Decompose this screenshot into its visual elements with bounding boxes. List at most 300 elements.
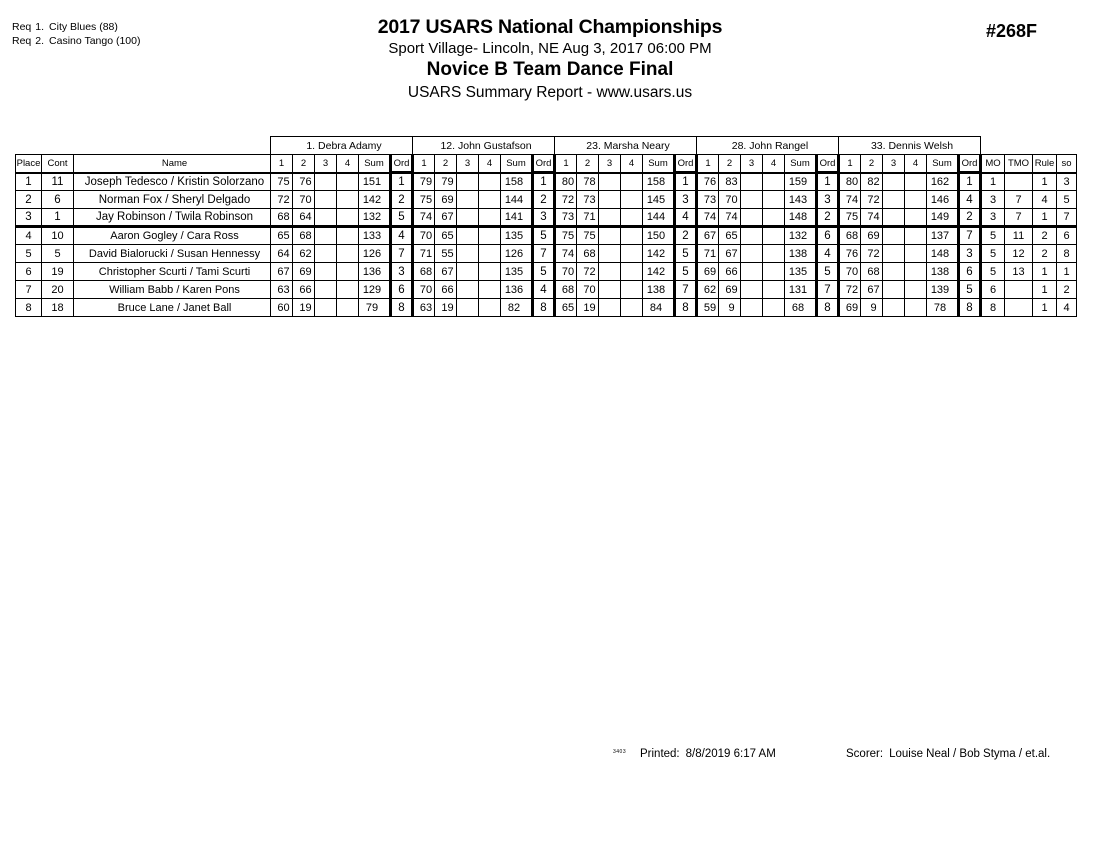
row-judge5-sum: 162 <box>927 173 959 191</box>
row-judge3-sum: 144 <box>643 209 675 227</box>
row-judge4-score3 <box>741 209 763 227</box>
row-judge4-score2: 9 <box>719 299 741 317</box>
row-judge3-ord: 7 <box>675 281 697 299</box>
judge-header-3: 23. Marsha Neary <box>555 137 697 155</box>
row-judge1-score1: 63 <box>271 281 293 299</box>
row-sum-of-ordinals: 5 <box>1057 191 1077 209</box>
row-judge3-ord: 1 <box>675 173 697 191</box>
column-header-judge3-score1: 1 <box>555 155 577 173</box>
row-judge3-score1: 70 <box>555 263 577 281</box>
row-judge5-score4 <box>905 209 927 227</box>
row-judge2-ord: 2 <box>533 191 555 209</box>
row-judge5-score4 <box>905 191 927 209</box>
row-judge3-score3 <box>599 173 621 191</box>
row-judge1-sum: 129 <box>359 281 391 299</box>
row-majority-ordinal: 1 <box>981 173 1005 191</box>
row-judge4-sum: 135 <box>785 263 817 281</box>
row-judge3-score2: 70 <box>577 281 599 299</box>
judge-header-5: 33. Dennis Welsh <box>839 137 981 155</box>
row-judge4-sum: 68 <box>785 299 817 317</box>
row-judge1-ord: 4 <box>391 227 413 245</box>
row-total-majority-ordinal: 12 <box>1005 245 1033 263</box>
event-number: #268F <box>985 21 1037 41</box>
column-header-judge1-ord: Ord <box>391 155 413 173</box>
row-judge3-score1: 75 <box>555 227 577 245</box>
row-judge5-score4 <box>905 281 927 299</box>
row-total-majority-ordinal: 7 <box>1005 209 1033 227</box>
row-judge2-ord: 1 <box>533 173 555 191</box>
row-team-name: Aaron Gogley / Cara Ross <box>74 227 271 245</box>
row-judge4-score3 <box>741 191 763 209</box>
column-header-judge2-sum: Sum <box>501 155 533 173</box>
row-judge4-score4 <box>763 209 785 227</box>
row-judge1-score3 <box>315 245 337 263</box>
championship-title: 2017 USARS National Championships <box>377 16 723 38</box>
row-judge3-ord: 5 <box>675 263 697 281</box>
printed-label: Printed: <box>640 748 680 760</box>
row-judge2-ord: 5 <box>533 263 555 281</box>
row-contestant-number: 18 <box>42 299 74 317</box>
requirement-name: Casino Tango (100) <box>49 34 141 47</box>
row-judge4-score3 <box>741 173 763 191</box>
column-header-judge3-sum: Sum <box>643 155 675 173</box>
row-judge4-score2: 66 <box>719 263 741 281</box>
row-judge5-sum: 149 <box>927 209 959 227</box>
requirement-name: City Blues (88) <box>49 21 118 33</box>
row-judge5-ord: 6 <box>959 263 981 281</box>
row-judge2-score1: 74 <box>413 209 435 227</box>
row-judge3-score1: 74 <box>555 245 577 263</box>
row-judge1-sum: 79 <box>359 299 391 317</box>
row-judge5-score2: 9 <box>861 299 883 317</box>
row-judge1-ord: 2 <box>391 191 413 209</box>
column-header-judge2-score3: 3 <box>457 155 479 173</box>
column-header-judge4-ord: Ord <box>817 155 839 173</box>
row-judge3-score3 <box>599 227 621 245</box>
column-header-judge3-score4: 4 <box>621 155 643 173</box>
row-judge3-score1: 73 <box>555 209 577 227</box>
row-rule: 1 <box>1033 299 1057 317</box>
row-judge4-score4 <box>763 263 785 281</box>
row-sum-of-ordinals: 8 <box>1057 245 1077 263</box>
row-rule: 1 <box>1033 263 1057 281</box>
row-judge1-ord: 6 <box>391 281 413 299</box>
row-place: 2 <box>16 191 42 209</box>
row-judge1-score3 <box>315 281 337 299</box>
row-judge1-score1: 75 <box>271 173 293 191</box>
row-judge5-ord: 3 <box>959 245 981 263</box>
row-judge1-score3 <box>315 263 337 281</box>
row-judge4-sum: 138 <box>785 245 817 263</box>
judge-header-2: 12. John Gustafson <box>413 137 555 155</box>
row-judge3-sum: 138 <box>643 281 675 299</box>
row-judge2-score3 <box>457 263 479 281</box>
judge-header-4: 28. John Rangel <box>697 137 839 155</box>
row-judge3-score4 <box>621 299 643 317</box>
row-sum-of-ordinals: 1 <box>1057 263 1077 281</box>
row-judge3-score4 <box>621 263 643 281</box>
row-judge5-sum: 137 <box>927 227 959 245</box>
row-judge4-score3 <box>741 263 763 281</box>
row-total-majority-ordinal: 13 <box>1005 263 1033 281</box>
row-rule: 1 <box>1033 281 1057 299</box>
row-judge5-sum: 146 <box>927 191 959 209</box>
row-judge2-score4 <box>479 245 501 263</box>
row-judge2-score2: 79 <box>435 173 457 191</box>
row-judge5-score1: 76 <box>839 245 861 263</box>
results-table <box>15 136 1077 317</box>
row-judge4-score1: 71 <box>697 245 719 263</box>
column-header-judge5-score3: 3 <box>883 155 905 173</box>
row-judge3-ord: 5 <box>675 245 697 263</box>
row-judge4-score3 <box>741 227 763 245</box>
row-judge1-score2: 69 <box>293 263 315 281</box>
row-judge5-score1: 74 <box>839 191 861 209</box>
row-judge1-sum: 151 <box>359 173 391 191</box>
scorer-value: Louise Neal / Bob Styma / et.al. <box>889 748 1051 760</box>
row-majority-ordinal: 5 <box>981 263 1005 281</box>
column-header-judge2-ord: Ord <box>533 155 555 173</box>
row-judge2-ord: 8 <box>533 299 555 317</box>
report-code: 3403 <box>613 749 627 755</box>
column-header-judge3-score3: 3 <box>599 155 621 173</box>
row-total-majority-ordinal <box>1005 299 1033 317</box>
row-judge5-score1: 69 <box>839 299 861 317</box>
row-judge1-score3 <box>315 191 337 209</box>
row-judge2-score1: 70 <box>413 281 435 299</box>
row-judge1-score4 <box>337 173 359 191</box>
row-judge5-score1: 75 <box>839 209 861 227</box>
row-judge3-score3 <box>599 245 621 263</box>
row-judge1-score1: 64 <box>271 245 293 263</box>
scorer-credit <box>846 748 1050 760</box>
row-judge1-score4 <box>337 191 359 209</box>
row-judge4-score3 <box>741 245 763 263</box>
row-judge5-score2: 82 <box>861 173 883 191</box>
column-header-judge2-score1: 1 <box>413 155 435 173</box>
row-judge4-score1: 74 <box>697 209 719 227</box>
row-judge4-score1: 59 <box>697 299 719 317</box>
column-header-place: Place <box>16 155 42 173</box>
row-judge3-score4 <box>621 191 643 209</box>
row-contestant-number: 11 <box>42 173 74 191</box>
row-judge2-score3 <box>457 281 479 299</box>
row-contestant-number: 20 <box>42 281 74 299</box>
row-judge1-score2: 76 <box>293 173 315 191</box>
row-total-majority-ordinal: 7 <box>1005 191 1033 209</box>
column-header-judge4-sum: Sum <box>785 155 817 173</box>
row-judge4-score1: 69 <box>697 263 719 281</box>
row-judge3-sum: 142 <box>643 263 675 281</box>
row-judge5-score4 <box>905 245 927 263</box>
row-judge4-score4 <box>763 281 785 299</box>
row-place: 3 <box>16 209 42 227</box>
row-judge3-score2: 72 <box>577 263 599 281</box>
row-team-name: Bruce Lane / Janet Ball <box>74 299 271 317</box>
column-header-judge5-score4: 4 <box>905 155 927 173</box>
row-judge1-ord: 1 <box>391 173 413 191</box>
row-judge3-sum: 150 <box>643 227 675 245</box>
column-header-so: so <box>1057 155 1077 173</box>
row-judge2-sum: 82 <box>501 299 533 317</box>
column-header-row <box>16 155 1077 173</box>
row-judge4-score4 <box>763 173 785 191</box>
row-judge4-score1: 67 <box>697 227 719 245</box>
row-judge3-sum: 142 <box>643 245 675 263</box>
row-judge2-sum: 135 <box>501 263 533 281</box>
row-judge2-score4 <box>479 191 501 209</box>
printed-stamp <box>640 748 776 760</box>
row-majority-ordinal: 5 <box>981 245 1005 263</box>
row-rule: 2 <box>1033 227 1057 245</box>
row-judge3-score4 <box>621 281 643 299</box>
judge-band-tail <box>981 137 1077 155</box>
row-judge2-score2: 67 <box>435 263 457 281</box>
row-rule: 1 <box>1033 209 1057 227</box>
row-judge1-ord: 3 <box>391 263 413 281</box>
column-header-judge1-score1: 1 <box>271 155 293 173</box>
row-judge2-score4 <box>479 227 501 245</box>
row-judge4-score2: 83 <box>719 173 741 191</box>
row-judge5-score3 <box>883 281 905 299</box>
row-judge1-score3 <box>315 209 337 227</box>
row-judge4-score4 <box>763 227 785 245</box>
row-judge3-score3 <box>599 191 621 209</box>
requirement-label: Req <box>12 34 32 47</box>
row-judge5-score3 <box>883 227 905 245</box>
row-judge5-score4 <box>905 263 927 281</box>
row-judge4-score2: 74 <box>719 209 741 227</box>
table-row <box>16 227 1077 245</box>
row-judge5-ord: 4 <box>959 191 981 209</box>
table-row <box>16 191 1077 209</box>
row-judge1-score3 <box>315 227 337 245</box>
requirement-number: 2. <box>35 34 45 47</box>
row-majority-ordinal: 3 <box>981 191 1005 209</box>
row-judge3-score4 <box>621 227 643 245</box>
row-judge2-sum: 141 <box>501 209 533 227</box>
row-judge3-score1: 65 <box>555 299 577 317</box>
row-place: 6 <box>16 263 42 281</box>
row-judge5-ord: 8 <box>959 299 981 317</box>
row-majority-ordinal: 8 <box>981 299 1005 317</box>
row-judge2-score4 <box>479 299 501 317</box>
row-judge3-ord: 2 <box>675 227 697 245</box>
row-team-name: William Babb / Karen Pons <box>74 281 271 299</box>
column-header-judge5-sum: Sum <box>927 155 959 173</box>
row-judge3-score2: 68 <box>577 245 599 263</box>
column-header-mo: MO <box>981 155 1005 173</box>
column-header-judge3-ord: Ord <box>675 155 697 173</box>
row-judge4-sum: 148 <box>785 209 817 227</box>
row-judge4-score1: 62 <box>697 281 719 299</box>
row-judge2-sum: 135 <box>501 227 533 245</box>
report-subtitle: USARS Summary Report - www.usars.us <box>407 84 693 101</box>
row-judge5-score3 <box>883 191 905 209</box>
venue-datetime: Sport Village- Lincoln, NE Aug 3, 2017 06:00 PM <box>388 40 712 57</box>
row-judge3-score3 <box>599 281 621 299</box>
row-judge2-score3 <box>457 173 479 191</box>
row-judge2-score2: 67 <box>435 209 457 227</box>
row-majority-ordinal: 5 <box>981 227 1005 245</box>
row-judge5-score4 <box>905 299 927 317</box>
column-header-judge2-score4: 4 <box>479 155 501 173</box>
table-row <box>16 173 1077 191</box>
row-judge1-score1: 68 <box>271 209 293 227</box>
row-judge1-score2: 62 <box>293 245 315 263</box>
table-row <box>16 299 1077 317</box>
row-judge5-sum: 139 <box>927 281 959 299</box>
row-judge4-sum: 131 <box>785 281 817 299</box>
row-judge5-score1: 70 <box>839 263 861 281</box>
row-judge5-score4 <box>905 173 927 191</box>
row-judge2-ord: 7 <box>533 245 555 263</box>
row-judge4-ord: 7 <box>817 281 839 299</box>
row-judge3-score1: 68 <box>555 281 577 299</box>
column-header-judge1-score2: 2 <box>293 155 315 173</box>
row-judge2-ord: 5 <box>533 227 555 245</box>
column-header-cont: Cont <box>42 155 74 173</box>
row-judge2-score1: 68 <box>413 263 435 281</box>
row-judge5-score4 <box>905 227 927 245</box>
row-total-majority-ordinal <box>1005 281 1033 299</box>
row-judge3-score1: 80 <box>555 173 577 191</box>
row-total-majority-ordinal <box>1005 173 1033 191</box>
row-judge4-score3 <box>741 299 763 317</box>
row-judge5-score2: 68 <box>861 263 883 281</box>
row-sum-of-ordinals: 4 <box>1057 299 1077 317</box>
row-judge2-score1: 70 <box>413 227 435 245</box>
row-judge5-ord: 5 <box>959 281 981 299</box>
row-judge4-score1: 76 <box>697 173 719 191</box>
row-judge2-score1: 63 <box>413 299 435 317</box>
column-header-judge2-score2: 2 <box>435 155 457 173</box>
requirement-number: 1. <box>35 21 45 33</box>
table-row <box>16 245 1077 263</box>
row-judge1-score1: 60 <box>271 299 293 317</box>
row-judge5-sum: 78 <box>927 299 959 317</box>
row-judge4-score2: 65 <box>719 227 741 245</box>
row-judge2-score1: 71 <box>413 245 435 263</box>
row-judge4-sum: 159 <box>785 173 817 191</box>
row-sum-of-ordinals: 7 <box>1057 209 1077 227</box>
row-judge1-ord: 5 <box>391 209 413 227</box>
judge-band-row <box>16 137 1077 155</box>
row-judge3-score2: 71 <box>577 209 599 227</box>
row-judge3-sum: 145 <box>643 191 675 209</box>
row-judge5-sum: 138 <box>927 263 959 281</box>
row-majority-ordinal: 3 <box>981 209 1005 227</box>
row-contestant-number: 19 <box>42 263 74 281</box>
printed-value: 8/8/2019 6:17 AM <box>685 748 776 760</box>
row-judge1-ord: 7 <box>391 245 413 263</box>
report-header <box>0 16 1100 103</box>
row-judge1-score4 <box>337 299 359 317</box>
row-judge1-score4 <box>337 263 359 281</box>
row-judge5-score3 <box>883 173 905 191</box>
row-judge3-score2: 75 <box>577 227 599 245</box>
row-judge1-sum: 132 <box>359 209 391 227</box>
row-judge5-sum: 148 <box>927 245 959 263</box>
row-judge3-sum: 84 <box>643 299 675 317</box>
row-judge5-ord: 1 <box>959 173 981 191</box>
column-header-name: Name <box>74 155 271 173</box>
row-majority-ordinal: 6 <box>981 281 1005 299</box>
row-contestant-number: 6 <box>42 191 74 209</box>
scorer-label: Scorer: <box>846 748 884 760</box>
row-judge4-ord: 1 <box>817 173 839 191</box>
row-judge1-score2: 66 <box>293 281 315 299</box>
row-judge2-score4 <box>479 263 501 281</box>
column-header-judge1-sum: Sum <box>359 155 391 173</box>
row-contestant-number: 5 <box>42 245 74 263</box>
row-judge1-score3 <box>315 299 337 317</box>
row-judge2-score1: 75 <box>413 191 435 209</box>
row-team-name: Christopher Scurti / Tami Scurti <box>74 263 271 281</box>
row-judge1-sum: 136 <box>359 263 391 281</box>
column-header-judge4-score4: 4 <box>763 155 785 173</box>
row-total-majority-ordinal: 11 <box>1005 227 1033 245</box>
row-judge2-sum: 136 <box>501 281 533 299</box>
row-sum-of-ordinals: 3 <box>1057 173 1077 191</box>
row-rule: 2 <box>1033 245 1057 263</box>
row-judge5-score1: 80 <box>839 173 861 191</box>
row-judge3-sum: 158 <box>643 173 675 191</box>
row-judge5-ord: 2 <box>959 209 981 227</box>
row-rule: 4 <box>1033 191 1057 209</box>
row-judge5-score3 <box>883 299 905 317</box>
column-header-judge5-score2: 2 <box>861 155 883 173</box>
row-judge1-ord: 8 <box>391 299 413 317</box>
row-judge4-ord: 5 <box>817 263 839 281</box>
row-judge5-score2: 72 <box>861 245 883 263</box>
row-judge4-ord: 4 <box>817 245 839 263</box>
row-judge4-ord: 2 <box>817 209 839 227</box>
row-judge3-ord: 4 <box>675 209 697 227</box>
row-judge4-ord: 6 <box>817 227 839 245</box>
row-team-name: Jay Robinson / Twila Robinson <box>74 209 271 227</box>
row-judge4-score2: 69 <box>719 281 741 299</box>
row-judge2-score2: 69 <box>435 191 457 209</box>
row-sum-of-ordinals: 2 <box>1057 281 1077 299</box>
row-place: 4 <box>16 227 42 245</box>
column-header-judge1-score4: 4 <box>337 155 359 173</box>
row-judge2-score4 <box>479 209 501 227</box>
row-judge4-score1: 73 <box>697 191 719 209</box>
row-judge2-sum: 158 <box>501 173 533 191</box>
row-judge1-score1: 67 <box>271 263 293 281</box>
judge-band-spacer <box>16 137 271 155</box>
judge-header-1: 1. Debra Adamy <box>271 137 413 155</box>
row-judge4-score4 <box>763 191 785 209</box>
row-judge2-score3 <box>457 191 479 209</box>
row-judge5-score2: 67 <box>861 281 883 299</box>
column-header-rule: Rule <box>1033 155 1057 173</box>
row-judge3-score1: 72 <box>555 191 577 209</box>
row-judge2-ord: 4 <box>533 281 555 299</box>
row-judge1-score1: 65 <box>271 227 293 245</box>
row-contestant-number: 1 <box>42 209 74 227</box>
row-judge2-sum: 126 <box>501 245 533 263</box>
row-judge2-score3 <box>457 299 479 317</box>
row-judge5-score3 <box>883 209 905 227</box>
row-judge3-score4 <box>621 209 643 227</box>
row-team-name: Norman Fox / Sheryl Delgado <box>74 191 271 209</box>
row-judge1-score1: 72 <box>271 191 293 209</box>
row-judge3-score4 <box>621 245 643 263</box>
row-judge4-score4 <box>763 245 785 263</box>
row-judge5-score2: 72 <box>861 191 883 209</box>
